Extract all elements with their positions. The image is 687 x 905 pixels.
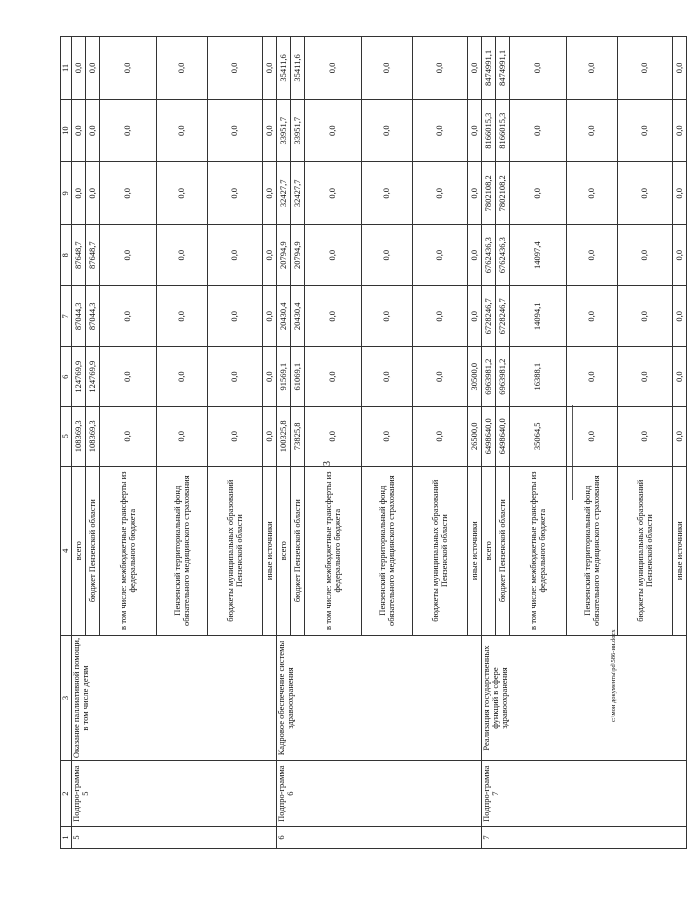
value-cell: 0,0	[413, 286, 468, 347]
value-cell: 0,0	[72, 162, 86, 225]
value-cell: 0,0	[263, 406, 277, 466]
value-cell: 0,0	[208, 347, 263, 407]
value-cell: 0,0	[618, 286, 673, 347]
value-cell: 6762436,3	[496, 225, 510, 286]
funding-source: Пензенский территориальный фонд обязательного медицинского страхования	[362, 466, 413, 635]
value-cell: 0,0	[362, 99, 413, 162]
value-cell: 0,0	[305, 286, 362, 347]
value-cell: 100325,8	[277, 406, 291, 466]
value-cell: 0,0	[567, 162, 618, 225]
value-cell: 0,0	[567, 225, 618, 286]
table-row	[482, 37, 496, 849]
table-row	[277, 37, 291, 849]
value-cell: 61069,1	[291, 347, 305, 407]
funding-source: иные источники	[263, 466, 277, 635]
header-cell: 10	[61, 99, 72, 162]
value-cell: 0,0	[305, 225, 362, 286]
value-cell: 0,0	[100, 406, 157, 466]
footer-file-path: c:\мои документы\pd\586-ии.docx	[610, 629, 617, 722]
value-cell: 0,0	[673, 162, 687, 225]
value-cell: 0,0	[468, 162, 482, 225]
value-cell: 0,0	[100, 99, 157, 162]
value-cell: 0,0	[468, 225, 482, 286]
value-cell: 91569,1	[277, 347, 291, 407]
value-cell: 6762436,3	[482, 225, 496, 286]
value-cell: 0,0	[157, 347, 208, 407]
value-cell: 0,0	[157, 37, 208, 100]
value-cell: 0,0	[157, 406, 208, 466]
value-cell: 0,0	[673, 347, 687, 407]
table-row	[72, 37, 86, 849]
value-cell: 0,0	[305, 99, 362, 162]
value-cell: 0,0	[208, 37, 263, 100]
funding-source: иные источники	[673, 466, 687, 635]
value-cell: 0,0	[86, 99, 100, 162]
header-cell: 7	[61, 286, 72, 347]
value-cell: 0,0	[673, 37, 687, 100]
value-cell: 0,0	[567, 347, 618, 407]
value-cell: 0,0	[100, 37, 157, 100]
value-cell: 87648,7	[72, 225, 86, 286]
funding-source: в том числе: межбюджетные трансферты из федерального бюджета	[100, 466, 157, 635]
funding-source: Пензенский территориальный фонд обязательного медицинского страхования	[157, 466, 208, 635]
value-cell: 33951,7	[291, 99, 305, 162]
funding-source: бюджет Пензенской области	[496, 466, 510, 635]
value-cell: 0,0	[362, 406, 413, 466]
value-cell: 0,0	[618, 225, 673, 286]
value-cell: 0,0	[157, 225, 208, 286]
value-cell: 20794,9	[291, 225, 305, 286]
value-cell: 0,0	[413, 225, 468, 286]
value-cell: 0,0	[263, 99, 277, 162]
value-cell: 0,0	[618, 37, 673, 100]
value-cell: 0,0	[157, 99, 208, 162]
value-cell: 0,0	[305, 37, 362, 100]
header-cell: 3	[61, 635, 72, 760]
value-cell: 20430,4	[277, 286, 291, 347]
header-cell: 8	[61, 225, 72, 286]
value-cell: 0,0	[618, 99, 673, 162]
value-cell: 6498640,0	[496, 406, 510, 466]
value-cell: 0,0	[618, 162, 673, 225]
header-cell: 6	[61, 347, 72, 407]
value-cell: 6498640,0	[482, 406, 496, 466]
value-cell: 0,0	[618, 406, 673, 466]
header-cell: 2	[61, 761, 72, 827]
funding-source: бюджеты муниципальных образований Пензенской области	[208, 466, 263, 635]
subprogram-code: Подпро-грамма 5	[72, 761, 277, 827]
value-cell: 8166015,3	[496, 99, 510, 162]
value-cell: 8474991,1	[482, 37, 496, 100]
header-cell: 11	[61, 37, 72, 100]
value-cell: 108369,3	[72, 406, 86, 466]
funding-source: в том числе: межбюджетные трансферты из федерального бюджета	[510, 466, 567, 635]
funding-source: иные источники	[468, 466, 482, 635]
value-cell: 0,0	[618, 347, 673, 407]
value-cell: 14097,4	[510, 225, 567, 286]
value-cell: 26500,0	[468, 406, 482, 466]
header-row	[61, 37, 72, 849]
value-cell: 0,0	[362, 225, 413, 286]
value-cell: 0,0	[673, 406, 687, 466]
funding-source: всего	[482, 466, 496, 635]
value-cell: 0,0	[362, 347, 413, 407]
value-cell: 0,0	[263, 225, 277, 286]
value-cell: 0,0	[86, 162, 100, 225]
value-cell: 8166015,3	[482, 99, 496, 162]
value-cell: 0,0	[208, 225, 263, 286]
value-cell: 0,0	[413, 162, 468, 225]
value-cell: 124769,9	[86, 347, 100, 407]
value-cell: 35411,6	[277, 37, 291, 100]
value-cell: 0,0	[100, 225, 157, 286]
value-cell: 33951,7	[277, 99, 291, 162]
value-cell: 0,0	[673, 225, 687, 286]
value-cell: 0,0	[208, 406, 263, 466]
value-cell: 0,0	[468, 99, 482, 162]
value-cell: 0,0	[305, 406, 362, 466]
value-cell: 0,0	[100, 162, 157, 225]
value-cell: 0,0	[86, 37, 100, 100]
value-cell: 7802108,2	[496, 162, 510, 225]
row-number: 7	[482, 827, 687, 849]
value-cell: 0,0	[157, 162, 208, 225]
value-cell: 0,0	[413, 406, 468, 466]
value-cell: 0,0	[72, 37, 86, 100]
subprogram-code: Подпро-грамма 6	[277, 761, 482, 827]
value-cell: 32427,7	[277, 162, 291, 225]
header-cell: 4	[61, 466, 72, 635]
value-cell: 6963981,2	[496, 347, 510, 407]
subprogram-name: Реализация государственных функций в сфере здравоохранения	[482, 635, 687, 760]
subprogram-code: Подпро-грамма 7	[482, 761, 687, 827]
value-cell: 0,0	[362, 162, 413, 225]
value-cell: 0,0	[413, 99, 468, 162]
value-cell: 0,0	[157, 286, 208, 347]
value-cell: 0,0	[100, 286, 157, 347]
value-cell: 0,0	[510, 162, 567, 225]
value-cell: 8474991,1	[496, 37, 510, 100]
value-cell: 108369,3	[86, 406, 100, 466]
value-cell: 87044,3	[86, 286, 100, 347]
value-cell: 6728246,7	[482, 286, 496, 347]
table-body	[61, 37, 687, 849]
funding-source: бюджет Пензенской области	[291, 466, 305, 635]
value-cell: 124769,9	[72, 347, 86, 407]
value-cell: 0,0	[673, 99, 687, 162]
value-cell: 73825,8	[291, 406, 305, 466]
funding-source: Пензенский территориальный фонд обязательного медицинского страхования	[567, 466, 618, 635]
value-cell: 30500,0	[468, 347, 482, 407]
value-cell: 87648,7	[86, 225, 100, 286]
funding-source: в том числе: межбюджетные трансферты из федерального бюджета	[305, 466, 362, 635]
value-cell: 0,0	[72, 99, 86, 162]
value-cell: 0,0	[305, 347, 362, 407]
header-cell: 5	[61, 406, 72, 466]
funding-source: бюджеты муниципальных образований Пензенской области	[618, 466, 673, 635]
value-cell: 0,0	[362, 37, 413, 100]
value-cell: 32427,7	[291, 162, 305, 225]
value-cell: 0,0	[263, 286, 277, 347]
value-cell: 0,0	[263, 162, 277, 225]
value-cell: 0,0	[305, 162, 362, 225]
value-cell: 0,0	[567, 286, 618, 347]
value-cell: 0,0	[263, 37, 277, 100]
value-cell: 35411,6	[291, 37, 305, 100]
value-cell: 0,0	[673, 286, 687, 347]
value-cell: 14094,1	[510, 286, 567, 347]
value-cell: 0,0	[567, 99, 618, 162]
value-cell: 0,0	[362, 286, 413, 347]
value-cell: 0,0	[263, 347, 277, 407]
value-cell: 0,0	[567, 37, 618, 100]
value-cell: 20794,9	[277, 225, 291, 286]
value-cell: 0,0	[510, 37, 567, 100]
funding-source: всего	[277, 466, 291, 635]
header-cell: 1	[61, 827, 72, 849]
value-cell: 0,0	[567, 406, 618, 466]
funding-source: бюджеты муниципальных образований Пензенской области	[413, 466, 468, 635]
value-cell: 6963981,2	[482, 347, 496, 407]
value-cell: 0,0	[413, 347, 468, 407]
subprogram-name: Оказание паллиативной помощи, в том числе детям	[72, 635, 277, 760]
value-cell: 0,0	[413, 37, 468, 100]
row-number: 5	[72, 827, 277, 849]
value-cell: 20430,4	[291, 286, 305, 347]
value-cell: 7802108,2	[482, 162, 496, 225]
value-cell: 0,0	[208, 99, 263, 162]
value-cell: 16388,1	[510, 347, 567, 407]
value-cell: 6728246,7	[496, 286, 510, 347]
row-number: 6	[277, 827, 482, 849]
value-cell: 0,0	[510, 99, 567, 162]
funding-source: бюджет Пензенской области	[86, 466, 100, 635]
header-cell: 9	[61, 162, 72, 225]
funding-source: всего	[72, 466, 86, 635]
value-cell: 87044,3	[72, 286, 86, 347]
subprogram-name: Кадровое обеспечение системы здравоохранения	[277, 635, 482, 760]
value-cell: 0,0	[100, 347, 157, 407]
value-cell: 0,0	[468, 37, 482, 100]
value-cell: 0,0	[208, 162, 263, 225]
funding-table	[60, 36, 687, 849]
value-cell: 0,0	[208, 286, 263, 347]
value-cell: 35064,5	[510, 406, 567, 466]
value-cell: 0,0	[468, 286, 482, 347]
